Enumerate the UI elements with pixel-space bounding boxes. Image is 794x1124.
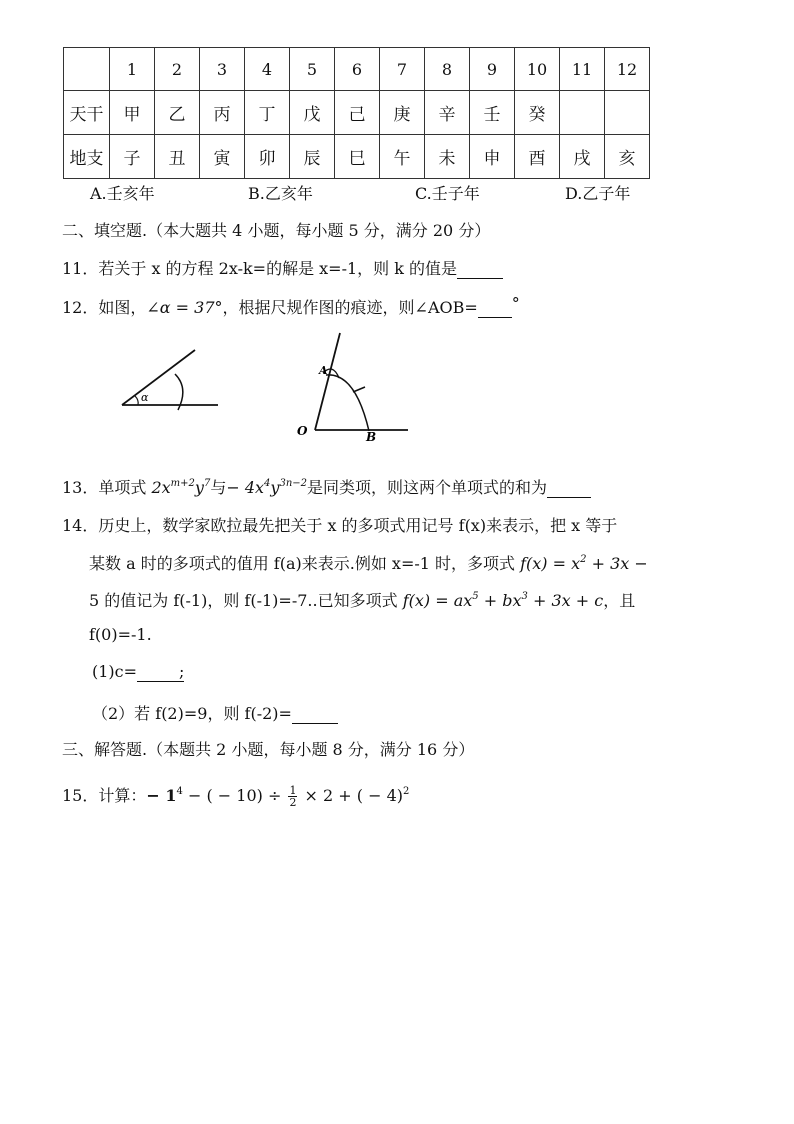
q15-frac-den: 2 bbox=[289, 796, 297, 809]
q14-line3-text: 5 的值记为 f(-1)，则 f(-1)=-7..已知多项式 bbox=[89, 591, 403, 610]
table-header-cell: 1 bbox=[110, 48, 155, 91]
option-d: D.乙子年 bbox=[565, 184, 631, 203]
table-row-branches bbox=[64, 135, 650, 179]
angle-aob-figure bbox=[295, 330, 420, 445]
table-header-cell: 5 bbox=[290, 48, 335, 91]
q13-mono1-exp1: m+2 bbox=[170, 478, 195, 489]
q14-sub1 bbox=[92, 662, 184, 682]
q14-line3-exp2: 3 bbox=[521, 591, 528, 602]
q14-line3-mid: + bx bbox=[478, 591, 522, 610]
table-row-label: 天干 bbox=[64, 91, 110, 135]
a-label: A bbox=[319, 364, 328, 377]
q13-mono2-base: − 4x bbox=[226, 478, 265, 497]
q15-fraction bbox=[288, 785, 297, 808]
table-cell: 己 bbox=[335, 91, 380, 135]
q12-answer-blank bbox=[478, 298, 512, 318]
option-b: B.乙亥年 bbox=[248, 184, 313, 203]
table-header-cell: 2 bbox=[155, 48, 200, 91]
table-header-cell: 4 bbox=[245, 48, 290, 91]
q13-prefix: 13．单项式 bbox=[62, 478, 152, 497]
question-12 bbox=[62, 294, 520, 318]
table-corner-cell bbox=[64, 48, 110, 91]
question-11 bbox=[62, 256, 503, 279]
q14-sub2-prefix: （2）若 f(2)=9，则 f(-2)= bbox=[92, 704, 292, 723]
table-cell: 庚 bbox=[380, 91, 425, 135]
q12-angle-expr: ∠α = 37° bbox=[146, 298, 223, 317]
q15-expr-b: − ( − 10) ÷ bbox=[182, 786, 287, 805]
q13-connector: 与 bbox=[210, 478, 227, 497]
b-label: B bbox=[366, 430, 377, 444]
q14-line2-exp: 2 bbox=[580, 554, 587, 565]
table-cell: 申 bbox=[470, 135, 515, 179]
option-a: A.壬亥年 bbox=[90, 184, 155, 203]
q13-mono1-y: y bbox=[194, 478, 204, 497]
q14-sub1-answer-blank bbox=[137, 662, 179, 682]
table-cell: 辰 bbox=[290, 135, 335, 179]
section2-title: 二、填空题.（本大题共 4 小题，每小题 5 分，满分 20 分） bbox=[62, 221, 491, 240]
table-cell: 乙 bbox=[155, 91, 200, 135]
table-cell: 辛 bbox=[425, 91, 470, 135]
q14-line3-exp1: 5 bbox=[472, 591, 479, 602]
table-header-cell: 7 bbox=[380, 48, 425, 91]
table-cell: 子 bbox=[110, 135, 155, 179]
alpha-label: α bbox=[141, 391, 149, 404]
q12-degree: ° bbox=[511, 294, 520, 313]
q14-sub1-semicolon: ; bbox=[179, 662, 185, 681]
table-header-cell: 8 bbox=[425, 48, 470, 91]
q14-line4: f(0)=-1. bbox=[89, 625, 152, 644]
table-cell: 酉 bbox=[515, 135, 560, 179]
q11-text: 11．若关于 x 的方程 2x-k=的解是 x=-1，则 k 的值是 bbox=[62, 259, 458, 278]
q14-line2-text: 某数 a 时的多项式的值用 f(a)来表示.例如 x=-1 时，多项式 bbox=[89, 554, 521, 573]
table-cell bbox=[560, 91, 605, 135]
q13-mono2-exp2: 3n−2 bbox=[279, 478, 307, 489]
q14-line3 bbox=[89, 588, 635, 611]
q14-line2-tail: + 3x − bbox=[586, 554, 648, 573]
q11-answer-blank bbox=[457, 259, 503, 279]
q15-expr-c: × 2 + ( − 4) bbox=[299, 786, 404, 805]
table-cell: 未 bbox=[425, 135, 470, 179]
table-cell: 丁 bbox=[245, 91, 290, 135]
table-cell: 丙 bbox=[200, 91, 245, 135]
q15-expr-a: − 1 bbox=[146, 786, 177, 805]
q13-answer-blank bbox=[547, 478, 591, 498]
q15-prefix: 15．计算： bbox=[62, 786, 147, 805]
q13-suffix: 是同类项，则这两个单项式的和为 bbox=[307, 478, 548, 497]
table-cell: 巳 bbox=[335, 135, 380, 179]
table-header-cell: 3 bbox=[200, 48, 245, 91]
section3-title: 三、解答题.（本题共 2 小题，每小题 8 分，满分 16 分） bbox=[62, 740, 475, 759]
q14-line2 bbox=[89, 551, 648, 574]
angle-alpha-figure bbox=[115, 340, 225, 420]
q14-line1: 14．历史上，数学家欧拉最先把关于 x 的多项式用记号 f(x)来表示，把 x 等于 bbox=[62, 516, 618, 535]
table-header-cell: 10 bbox=[515, 48, 560, 91]
table-cell: 戊 bbox=[290, 91, 335, 135]
table-header-row bbox=[64, 48, 650, 91]
q12-suffix: ，根据尺规作图的痕迹，则∠AOB= bbox=[222, 298, 478, 317]
table-cell: 壬 bbox=[470, 91, 515, 135]
q14-line3-tail: + 3x + c bbox=[527, 591, 604, 610]
q13-mono2-exp1: 4 bbox=[264, 478, 271, 489]
table-cell: 午 bbox=[380, 135, 425, 179]
table-header-cell: 6 bbox=[335, 48, 380, 91]
table-header-cell: 11 bbox=[560, 48, 605, 91]
table-cell: 卯 bbox=[245, 135, 290, 179]
table-header-cell: 12 bbox=[605, 48, 650, 91]
question-13 bbox=[62, 475, 591, 498]
q14-line2-math: f(x) = x bbox=[520, 554, 581, 573]
table-cell: 亥 bbox=[605, 135, 650, 179]
q12-prefix: 12．如图， bbox=[62, 298, 147, 317]
question-15 bbox=[62, 783, 409, 808]
table-row-label: 地支 bbox=[64, 135, 110, 179]
q14-sub2 bbox=[92, 701, 338, 724]
q13-mono1-exp2: 7 bbox=[203, 478, 211, 489]
q14-sub1-prefix: (1)c= bbox=[92, 662, 138, 681]
table-cell: 甲 bbox=[110, 91, 155, 135]
table-cell: 丑 bbox=[155, 135, 200, 179]
stems-branches-table bbox=[63, 47, 650, 179]
table-cell: 癸 bbox=[515, 91, 560, 135]
option-c: C.壬子年 bbox=[415, 184, 480, 203]
q14-line3-end: ，且 bbox=[603, 591, 636, 610]
o-label: O bbox=[297, 424, 308, 438]
table-cell: 戌 bbox=[560, 135, 605, 179]
table-row-stems bbox=[64, 91, 650, 135]
table-cell: 寅 bbox=[200, 135, 245, 179]
q15-frac-num: 1 bbox=[289, 784, 297, 797]
q15-exp-a: 4 bbox=[176, 786, 183, 797]
q14-line3-math: f(x) = ax bbox=[402, 591, 473, 610]
q13-mono1-base: 2x bbox=[151, 478, 171, 497]
table-header-cell: 9 bbox=[470, 48, 515, 91]
q14-sub2-answer-blank bbox=[292, 704, 338, 724]
q13-mono2-y: y bbox=[270, 478, 280, 497]
table-cell bbox=[605, 91, 650, 135]
q15-exp-c: 2 bbox=[403, 786, 410, 797]
